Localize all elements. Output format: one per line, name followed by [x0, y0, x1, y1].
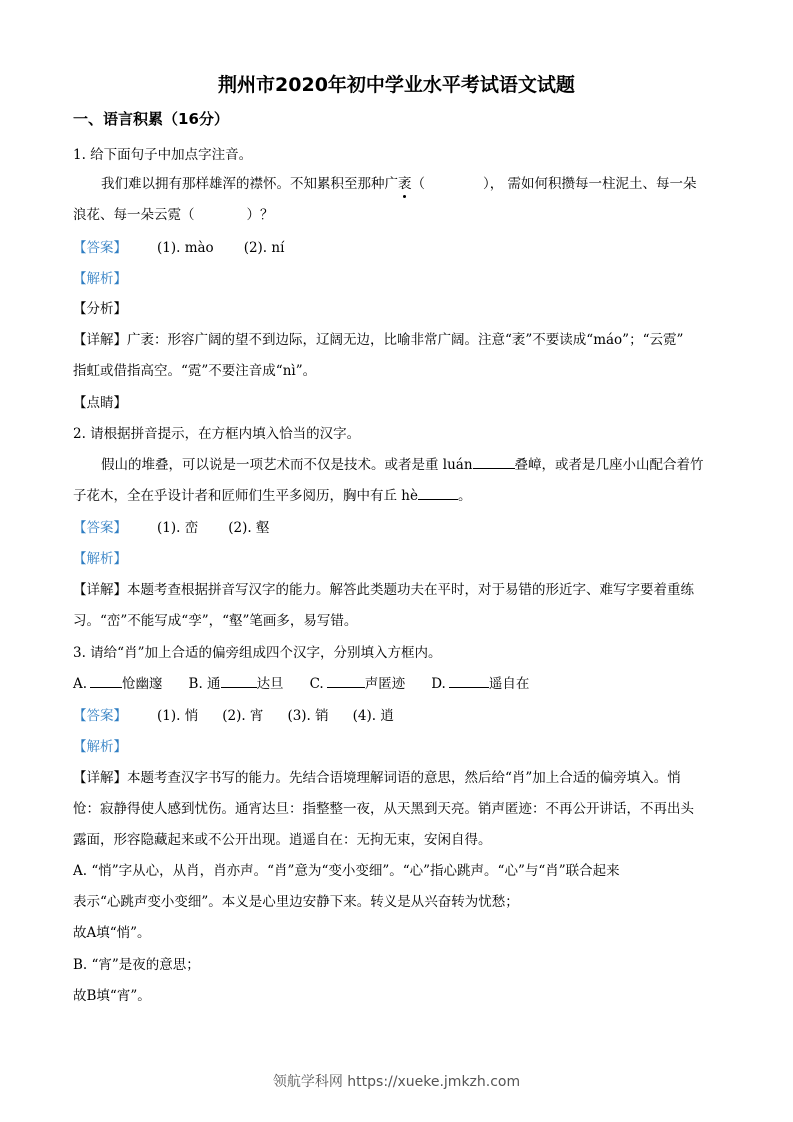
detail-text: A. “悄”字从心，从肖，肖亦声。“肖”意为“变小变细”。“心”指心跳声。“心”与“肖”联合起来: [73, 863, 620, 879]
question-2-stem: 2. 请根据拼音提示，在方框内填入恰当的汉字。: [73, 426, 361, 442]
fenxi-tag: 【分析】: [73, 301, 127, 317]
detail-text: 故A填“悄”。: [73, 925, 151, 941]
passage-text: 叠嶂，或者是几座小山配合着竹: [514, 457, 704, 473]
answer-item: (4). 逍: [352, 708, 394, 724]
fill-blank: [473, 456, 515, 469]
answer-tag: 【答案】: [73, 520, 127, 536]
detail-text: 【详解】广袤：形容广阔的望不到边际，辽阔无边，比喻非常广阔。注意“袤”不要读成“máo”；“云霓”: [73, 332, 684, 348]
answer-row: [73, 236, 284, 256]
passage-text: 浪花、每一朵云霓（: [73, 207, 195, 223]
detail-text: 【详解】本题考查根据拼音写汉字的能力。解答此类题功夫在平时，对于易错的形近字、难写字要着重练: [73, 582, 694, 598]
answer-row: [73, 516, 269, 536]
dotted-char: 袤: [398, 176, 412, 192]
dianjing-tag: 【点睛】: [73, 395, 127, 411]
detail-text: 表示“心跳声变小变细”。本义是心里边安静下来。转义是从兴奋转为忧愁；: [73, 894, 519, 910]
passage-text: ）， 需如何积攒每一柱泥土、每一朵: [483, 176, 697, 192]
detail-text: 指虹或借指高空。“霓”不要注音成“nì”。: [73, 363, 317, 379]
analysis-tag: 【解析】: [73, 271, 127, 287]
detail-text: 露面，形容隐藏起来或不公开出现。逍遥自在：无拘无束，安闲自得。: [73, 832, 492, 848]
passage-text: 。: [457, 488, 472, 504]
question-1-passage-line-2: [73, 203, 274, 223]
detail-text: 故B填“宵”。: [73, 988, 151, 1004]
section-heading: 一、语言积累（16分）: [73, 110, 229, 128]
answer-tag: 【答案】: [73, 708, 127, 724]
detail-text: 习。“峦”不能写成“孪”，“壑”笔画多，易写错。: [73, 613, 358, 629]
question-2-passage-line-2: [73, 484, 471, 504]
answer-item: (3). 销: [287, 708, 329, 724]
option-c: C.: [309, 676, 324, 692]
fill-blank: [449, 675, 489, 688]
question-1-passage-line-1: [101, 172, 697, 192]
option-a: A.: [73, 676, 88, 692]
fill-blank: [90, 675, 122, 688]
analysis-tag: 【解析】: [73, 739, 127, 755]
detail-text: 【详解】本题考查汉字书写的能力。先结合语境理解词语的意思，然后给“肖”加上合适的偏旁填入。悄: [73, 770, 681, 786]
passage-text: 子花木，全在乎设计者和匠师们生平多阅历，胸中有丘 hè: [73, 488, 418, 504]
passage-text: 假山的堆叠，可以说是一项艺术而不仅是技术。或者是重 luán: [101, 457, 473, 473]
option-b-text: 达旦: [256, 676, 284, 692]
question-3-options: [73, 672, 529, 692]
fill-blank: [418, 487, 458, 500]
analysis-tag: 【解析】: [73, 551, 127, 567]
answer-item: (2). ní: [243, 240, 285, 256]
answer-item: (1). mào: [157, 240, 214, 256]
fill-blank: [327, 675, 365, 688]
option-a-text: 怆幽邃: [122, 676, 163, 692]
answer-item: (1). 悄: [157, 708, 199, 724]
answer-item: (2). 壑: [228, 520, 270, 536]
passage-text: ）？: [246, 207, 274, 223]
option-b: B. 通: [188, 676, 221, 692]
footer-watermark: 领航学科网 https://xueke.jmkzh.com: [272, 1074, 521, 1090]
passage-text: （: [411, 176, 425, 192]
answer-item: (2). 宵: [222, 708, 264, 724]
passage-text: 我们难以拥有那样雄浑的襟怀。不知累积至那种广: [101, 176, 398, 192]
option-d-text: 遥自在: [488, 676, 530, 692]
question-1-stem: 1. 给下面句子中加点字注音。: [73, 147, 253, 163]
answer-item: (1). 峦: [157, 520, 199, 536]
answer-tag: 【答案】: [73, 240, 127, 256]
question-3-stem: 3. 请给“肖”加上合适的偏旁组成四个汉字，分别填入方框内。: [73, 645, 442, 661]
detail-text: B. “宵”是夜的意思；: [73, 957, 200, 973]
detail-text: 怆：寂静得使人感到忧伤。通宵达旦：指整整一夜，从天黑到天亮。销声匿迹：不再公开讲话，不再出头: [73, 801, 694, 817]
question-2-passage-line-1: [101, 453, 704, 473]
option-d: D.: [431, 676, 446, 692]
option-c-text: 声匿迹: [364, 676, 406, 692]
fill-blank: [221, 675, 257, 688]
page-title: 荆州市2020年初中学业水平考试语文试题: [218, 74, 575, 96]
answer-row: [73, 704, 394, 724]
